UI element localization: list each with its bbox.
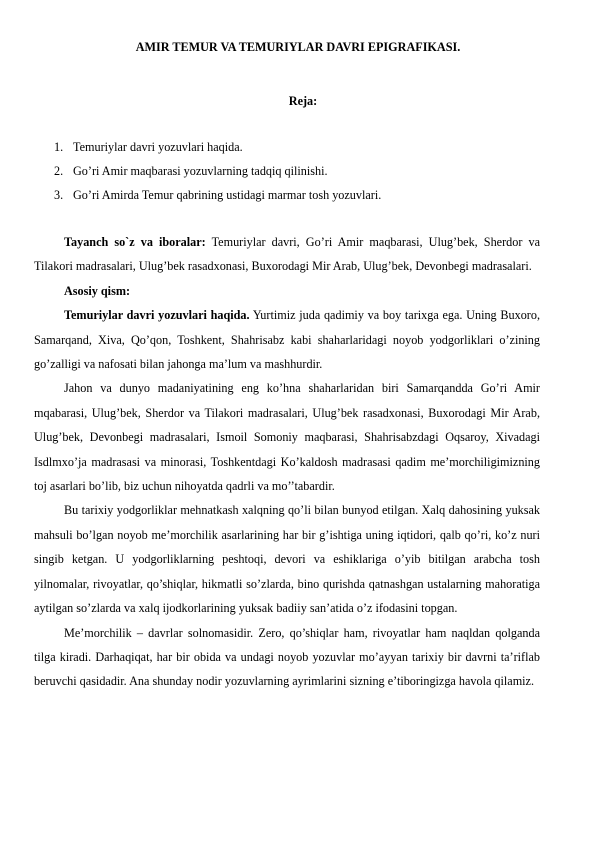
plan-item-text: Go’ri Amirda Temur qabrining ustidagi marmar tosh yozuvlari. bbox=[73, 188, 382, 202]
keywords-label: Tayanch so`z va iboralar: bbox=[64, 235, 206, 249]
paragraph-2: Jahon va dunyo madaniyatining eng ko’hna shaharlaridan biri Samarqandda Go’ri Amir mqabarasi, Ulug’bek, Sherdor va Tilakori madrasalari, Ulug’bek rasadxonasi, Buxorodagi Mir Arab, Ulug’bek, Devonbegi madrasalari, Ismoil Somoniy maqbarasi, Shahrisabzdagi Oqsaroy, Xivadagi Isdlmxo’ja madrasasi va minorasi, Toshkentdagi Ko’kaldosh madrasasi qadim me’morchiligimizning toj asarlari bo’lib, biz uchun nihoyatda qadrli va mo’’tabardir. bbox=[34, 381, 540, 494]
keywords-paragraph bbox=[34, 230, 540, 279]
keywords-text: Temuriylar davri, Go’ri Amir maqbarasi, Ulug’bek, Sherdor va Tilakori madrasalari, Ulug’bek rasadxonasi, Buxorodagi Mir Arab, Ulug’bek, Devonbegi madrasalari. bbox=[34, 235, 540, 274]
plan-heading: Reja: bbox=[288, 94, 318, 108]
paragraph-1 bbox=[34, 303, 540, 376]
document-title: AMIR TEMUR VA TEMURIYLAR DAVRI EPIGRAFIKASI. bbox=[135, 40, 461, 54]
main-heading: Asosiy qism: bbox=[64, 283, 131, 298]
paragraph-4: Me’morchilik – davrlar solnomasidir. Zero, qo’shiqlar ham, rivoyatlar ham naqldan qolganda tilga kiradi. Darhaqiqat, har bir obida va undagi noyob yozuvlar mo’ayyan tarixiy bir davrni ta’riflab beruvchi qasidadir. Ana shunday nodir yozuvlarning ayrimlarini sizning e’tiboringizga havola qilamiz. bbox=[34, 625, 540, 689]
plan-item-number: 3. bbox=[54, 188, 64, 202]
section-heading: Temuriylar davri yozuvlari haqida. bbox=[64, 308, 250, 323]
paragraph-1-text: Yurtimiz juda qadimiy va boy tarixga ega. Uning Buxoro, Samarqand, Xiva, Qo’qon, Toshkent, Shahrisabz kabi shaharlaridagi noyob yodgorliklari o’zining go’zalligi va nafosati bilan jahonga ma’lum va mashhurdir. bbox=[34, 308, 540, 372]
plan-item-number: 1. bbox=[54, 140, 64, 154]
plan-item-text: Go’ri Amir maqbarasi yozuvlarning tadqiq qilinishi. bbox=[73, 164, 328, 178]
plan-item-number: 2. bbox=[54, 164, 64, 178]
plan-item-text: Temuriylar davri yozuvlari haqida. bbox=[73, 140, 243, 154]
paragraph-3: Bu tarixiy yodgorliklar mehnatkash xalqning qo’li bilan bunyod etilgan. Xalq dahosining yuksak mahsuli bo’lgan noyob me’morchilik asarlarining har bir g’ishtiga uning iqtidori, qalb qo’ri, ko’z nuri singib ketgan. U yodgorliklarning peshtoqi, devori va eshiklariga o’yib bitilgan arabcha tosh yilnomalar, rivoyatlar, qo’shiqlar, hikmatli so’zlarda, bino qurishda qatnashgan ustalarning mahoratiga aytilgan so’zlarda va xalq ijodkorlarining yuksak badiiy san’atida o’z ifodasini topgan. bbox=[34, 503, 540, 616]
body-text bbox=[34, 230, 540, 694]
